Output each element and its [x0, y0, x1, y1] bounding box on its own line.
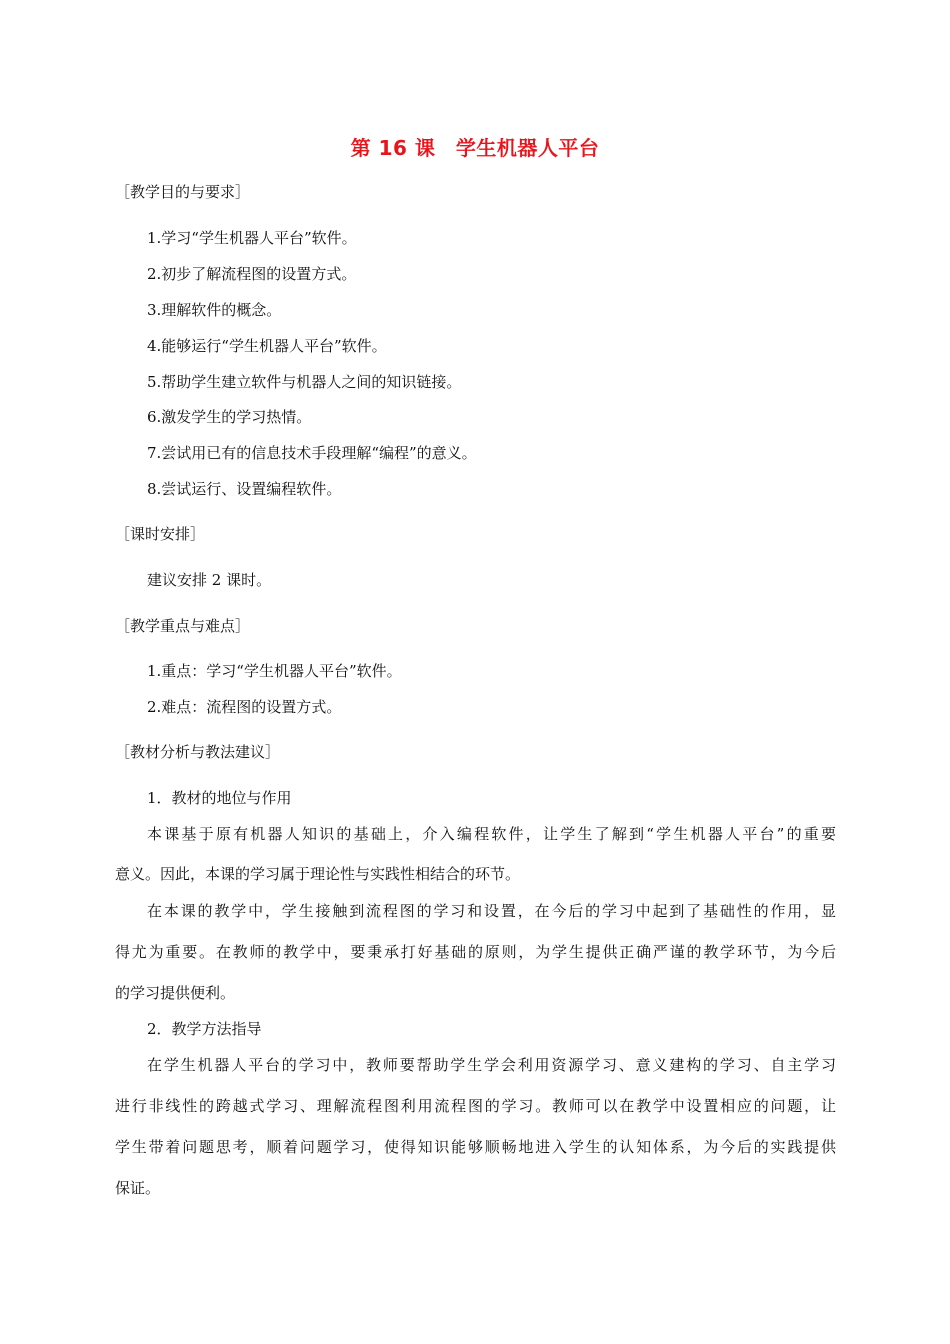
paragraph-line: 在本课的教学中，学生接触到流程图的学习和设置，在今后的学习中起到了基础性的作用，显 [147, 902, 836, 920]
section-heading-goals: ［教学目的与要求］ [115, 183, 251, 201]
goal-item: 7.尝试用已有的信息技术手段理解“编程”的意义。 [147, 444, 477, 462]
paragraph-line: 保证。 [115, 1179, 161, 1197]
goal-item: 3.理解软件的概念。 [147, 301, 282, 319]
subheading-role: 1．教材的地位与作用 [147, 789, 292, 807]
page-title: 第 16 课 学生机器人平台 [350, 136, 600, 160]
paragraph-line: 进行非线性的跨越式学习、理解流程图利用流程图的学习。教师可以在教学中设置相应的问题，让 [115, 1097, 836, 1115]
subheading-method: 2．教学方法指导 [147, 1020, 262, 1038]
goal-item: 4.能够运行“学生机器人平台”软件。 [147, 337, 387, 355]
section-heading-analysis: ［教材分析与教法建议］ [115, 743, 281, 761]
paragraph-line: 得尤为重要。在教师的教学中，要秉承打好基础的原则，为学生提供正确严谨的教学环节，为今后 [115, 943, 836, 961]
goal-item: 5.帮助学生建立软件与机器人之间的知识链接。 [147, 373, 462, 391]
paragraph-line: 在学生机器人平台的学习中，教师要帮助学生学会利用资源学习、意义建构的学习、自主学习 [147, 1056, 836, 1074]
paragraph-line: 学生带着问题思考，顺着问题学习，使得知识能够顺畅地进入学生的认知体系，为今后的实践提供 [115, 1138, 836, 1156]
goal-item: 1.学习“学生机器人平台”软件。 [147, 229, 357, 247]
paragraph-line: 意义。因此，本课的学习属于理论性与实践性相结合的环节。 [115, 865, 521, 883]
section-heading-key-points: ［教学重点与难点］ [115, 617, 251, 635]
section-heading-schedule: ［课时安排］ [115, 525, 206, 543]
paragraph-line: 本课基于原有机器人知识的基础上，介入编程软件，让学生了解到“学生机器人平台”的重要 [147, 825, 836, 843]
paragraph-line: 的学习提供便利。 [115, 984, 236, 1002]
schedule-text: 建议安排 2 课时。 [147, 571, 272, 589]
key-point-item: 2.难点：流程图的设置方式。 [147, 698, 342, 716]
goal-item: 2.初步了解流程图的设置方式。 [147, 265, 357, 283]
key-point-item: 1.重点：学习“学生机器人平台”软件。 [147, 662, 402, 680]
goal-item: 6.激发学生的学习热情。 [147, 408, 312, 426]
goal-item: 8.尝试运行、设置编程软件。 [147, 480, 342, 498]
